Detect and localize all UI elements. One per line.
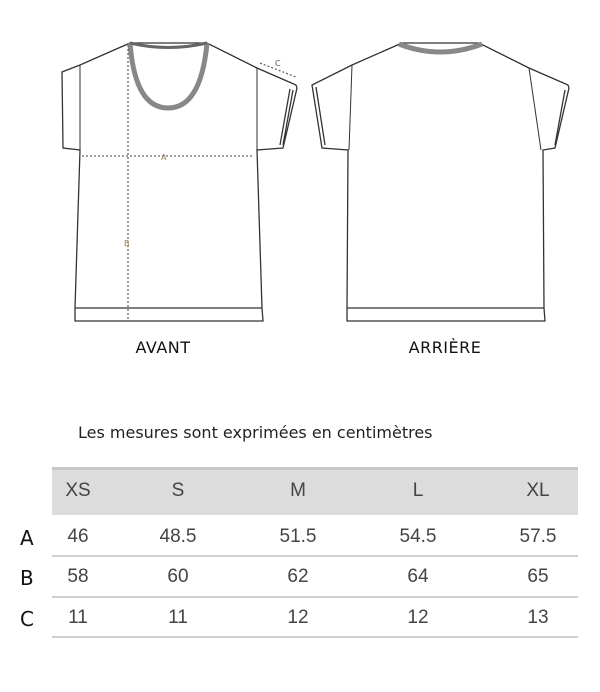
column-header-xl: XL	[526, 480, 550, 501]
back-label: ARRIÈRE	[408, 338, 482, 357]
table-cell: 58	[67, 566, 89, 587]
column-header-m: M	[290, 480, 306, 501]
table-cell: 46	[67, 526, 89, 547]
row-label: B	[20, 566, 34, 590]
measure-b-label: B	[124, 239, 130, 248]
table-cell: 64	[407, 566, 429, 587]
table-cell: 62	[287, 566, 309, 587]
table-cell: 12	[407, 607, 429, 628]
front-tshirt-drawing	[62, 43, 297, 321]
row-divider	[52, 555, 578, 557]
table-cell: 65	[527, 566, 549, 587]
front-label: AVANT	[135, 338, 191, 357]
column-header-s: S	[171, 480, 185, 501]
row-divider	[52, 596, 578, 598]
row-label: C	[20, 607, 34, 631]
column-header-l: L	[412, 480, 424, 501]
measure-c-label: C	[275, 59, 281, 68]
table-cell: 57.5	[519, 526, 557, 547]
table-cell: 11	[168, 607, 188, 628]
table-cell: 12	[287, 607, 309, 628]
table-cell: 51.5	[279, 526, 317, 547]
table-cell: 54.5	[399, 526, 437, 547]
column-header-xs: XS	[65, 480, 91, 501]
table-cell: 60	[167, 566, 189, 587]
table-cell: 48.5	[159, 526, 197, 547]
table-cell: 11	[68, 607, 88, 628]
row-divider	[52, 636, 578, 638]
units-caption: Les mesures sont exprimées en centimètres	[78, 423, 433, 442]
row-label: A	[20, 526, 34, 550]
table-cell: 13	[527, 607, 549, 628]
measure-a-label: A	[161, 153, 167, 162]
back-tshirt-drawing	[312, 43, 569, 321]
